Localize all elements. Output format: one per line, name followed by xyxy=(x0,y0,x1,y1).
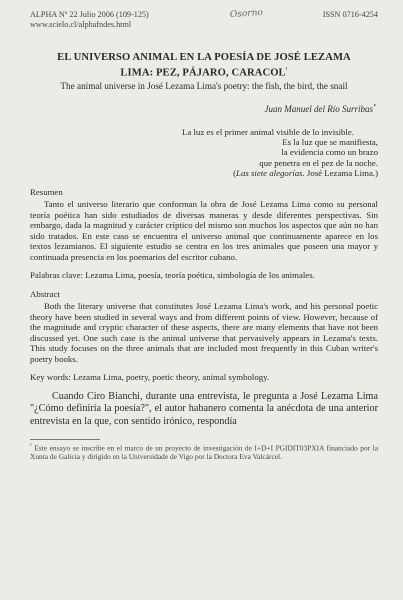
author-footnote-mark: * xyxy=(373,103,376,110)
title-line-2: LIMA: PEZ, PÁJARO, $CARACOL^{^1}$ xyxy=(120,67,288,79)
epigraph-line: que penetra en el pez de la noche. xyxy=(259,157,378,168)
abstract-heading: Abstract xyxy=(30,288,60,299)
journal-info xyxy=(30,10,200,30)
epigraph-line: Es la luz que se manifiesta, xyxy=(282,136,378,147)
journal-citation: ALPHA Nº 22 Julio 2006 (109-125) xyxy=(30,10,149,19)
resumen-text: Tanto el universo literario que conforman la obra de José Lezama Lima como su personal teoría poética han sido estudiados de diversas maneras y desde diferentes perspectivas. Sin embargo, dada la magnitud y carácter críptico del mismo son muchos los aspectos que aún no han sido tratados. En este caso se encuentra el universo animal que continuamente aparece en los textos lezamianos. El siguiente estudio se centra en los tres animales que poseen una mayor y continuada presencia en los poemarios del escritor cubano. xyxy=(30,199,378,262)
palabras-clave: Palabras clave: Lezama Lima, poesía, teoría poética, simbología de los animales. xyxy=(30,270,315,281)
resumen-heading: Resumen xyxy=(30,186,63,197)
abstract-text: Both the literary universe that constitutes José Lezama Lima's work, and his personal poetic theory have been studied in several ways and from different points of view. However, because of the magnitude and cryptic character of these aspects, there are many elements that have not been discussed yet. One such case is the animal universe that pervasively appears in Lezama's texts. This study focuses on the three animals that are included most frequently in this Cuban writer's poetry books. xyxy=(30,301,378,364)
footnote-divider xyxy=(30,439,100,440)
footnote-mark: ¹ xyxy=(30,442,32,449)
library-stamp: Osorno xyxy=(229,7,264,21)
article-title xyxy=(30,52,378,80)
key-words: Key words: Lezama Lima, poetry, poetic theory, animal symbology. xyxy=(30,372,270,383)
epigraph-line: la evidencia como un brazo xyxy=(281,147,378,158)
title-footnote-mark: ¹ xyxy=(285,67,288,73)
author-name: Juan Manuel del Río Surribas* xyxy=(264,103,376,114)
epigraph-source: (Las siete alegorías. José Lezama Lima.) xyxy=(233,168,378,179)
journal-url: www.scielo.cl/alphafndes.html xyxy=(30,20,132,29)
issn: ISSN 0716-4254 xyxy=(322,10,378,19)
epigraph-line: La luz es el primer animal visible de lo invisible. xyxy=(182,126,354,137)
page-header xyxy=(30,7,378,30)
article-subtitle: The animal universe in José Lezama Lima's poetry: the fish, the bird, the snail xyxy=(60,80,348,91)
body-paragraph: Cuando Ciro Bianchi, durante una entrevista, le pregunta a José Lezama Lima "¿Cómo definiría la poesía?", el autor habanero comenta la anécdota de una anterior entrevista en la que, con sentido irónico, respondía xyxy=(30,390,378,427)
title-line-1: EL UNIVERSO ANIMAL EN LA POESÍA DE JOSÉ LEZAMA xyxy=(57,52,351,63)
epigraph xyxy=(30,127,378,179)
footnote: $^{^1}$ Este ensayo se inscribe en el marco de un proyecto de investigación de I+D+I PGIDIT03PXIA financiado por la Xunta de Galicia y dirigido en la Universidade de Vigo por la Doctora Eva Valcárcel. xyxy=(30,442,378,461)
